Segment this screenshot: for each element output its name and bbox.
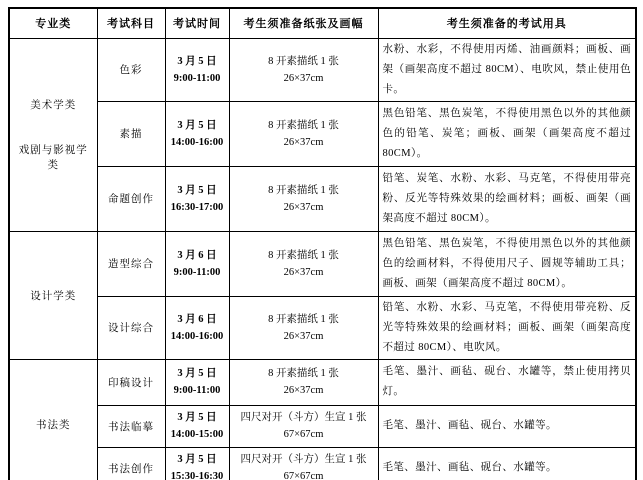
paper-size: 26×37cm	[283, 72, 324, 84]
paper-cell	[229, 166, 378, 231]
paper-size: 26×37cm	[283, 136, 324, 148]
paper-spec: 8 开素描纸 1 张	[268, 119, 339, 131]
time-cell	[165, 231, 229, 296]
subject-cell: 命题创作	[97, 166, 165, 231]
paper-size: 26×37cm	[283, 266, 324, 278]
header-paper: 考生须准备纸张及画幅	[229, 8, 378, 38]
paper-spec: 四尺对开（斗方）生宣 1 张	[240, 412, 367, 423]
tools-cell: 黑色铅笔、黑色炭笔，不得使用黑色以外的其他颜色的铅笔、炭笔；画板、画架（画架高度不超过 80CM）。	[378, 101, 636, 166]
subject-cell: 书法临摹	[97, 405, 165, 447]
subject-cell: 设计综合	[97, 296, 165, 359]
major-group-calligraphy	[9, 359, 97, 480]
major-group-design	[9, 231, 97, 359]
paper-size: 67×67cm	[283, 429, 324, 440]
paper-cell	[229, 38, 378, 101]
exam-schedule-table	[8, 7, 637, 480]
paper-size: 26×37cm	[283, 201, 324, 213]
subject-cell: 造型综合	[97, 231, 165, 296]
subject-cell: 印稿设计	[97, 359, 165, 405]
header-major: 专业类	[9, 8, 97, 38]
time-cell	[165, 296, 229, 359]
major-group-line1: 美术学类	[30, 100, 77, 111]
time-cell	[165, 405, 229, 447]
time-cell	[165, 101, 229, 166]
table-row	[9, 296, 636, 359]
paper-spec: 8 开素描纸 1 张	[268, 55, 339, 67]
exam-time: 14:00-15:00	[170, 429, 224, 440]
table-row	[9, 447, 636, 480]
table-row	[9, 101, 636, 166]
paper-spec: 四尺对开（斗方）生宣 1 张	[240, 454, 367, 466]
tools-cell: 黑色铅笔、黑色炭笔，不得使用黑色以外的其他颜色的绘画材料，不得使用尺子、圆规等辅助工具；画板、画架（画架高度不超过 80CM）。	[378, 231, 636, 296]
paper-size: 26×37cm	[283, 385, 324, 396]
exam-date: 3 月 5 日	[177, 368, 217, 379]
header-row	[9, 8, 636, 38]
paper-size: 26×37cm	[283, 330, 324, 342]
paper-spec: 8 开素描纸 1 张	[268, 184, 339, 196]
tools-cell: 毛笔、墨汁、画毡、砚台、水罐等，禁止使用拷贝灯。	[378, 359, 636, 405]
header-subject: 考试科目	[97, 8, 165, 38]
exam-time: 9:00-11:00	[173, 385, 221, 396]
paper-cell	[229, 231, 378, 296]
time-cell	[165, 38, 229, 101]
table-row	[9, 38, 636, 101]
paper-cell	[229, 296, 378, 359]
paper-cell	[229, 359, 378, 405]
exam-date: 3 月 5 日	[177, 184, 217, 196]
exam-time: 9:00-11:00	[173, 72, 221, 84]
tools-cell: 毛笔、墨汁、画毡、砚台、水罐等。	[378, 447, 636, 480]
major-group-line2: 戏剧与影视学类	[18, 145, 88, 171]
table-row	[9, 405, 636, 447]
exam-time: 9:00-11:00	[173, 266, 221, 278]
paper-size: 67×67cm	[283, 471, 324, 480]
time-cell	[165, 447, 229, 480]
exam-date: 3 月 6 日	[177, 249, 217, 261]
exam-time: 14:00-16:00	[170, 136, 224, 148]
exam-date: 3 月 5 日	[177, 412, 217, 423]
exam-date: 3 月 5 日	[177, 55, 217, 67]
table-row	[9, 359, 636, 405]
major-group-line1: 设计学类	[30, 290, 77, 302]
exam-date: 3 月 5 日	[177, 454, 217, 466]
paper-cell	[229, 101, 378, 166]
table-row	[9, 166, 636, 231]
header-tools: 考生须准备的考试用具	[378, 8, 636, 38]
tools-cell: 铅笔、炭笔、水粉、水彩、马克笔，不得使用带亮粉、反光等特殊效果的绘画材料；画板、画架（画架高度不超过 80CM）。	[378, 166, 636, 231]
exam-time: 14:00-16:00	[170, 330, 224, 342]
time-cell	[165, 359, 229, 405]
tools-cell: 毛笔、墨汁、画毡、砚台、水罐等。	[378, 405, 636, 447]
paper-cell	[229, 405, 378, 447]
tools-cell: 铅笔、水粉、水彩、马克笔，不得使用带亮粉、反光等特殊效果的绘画材料；画板、画架（画架高度不超过 80CM）、电吹风。	[378, 296, 636, 359]
exam-date: 3 月 5 日	[177, 119, 217, 131]
paper-spec: 8 开素描纸 1 张	[268, 313, 339, 325]
subject-cell: 素描	[97, 101, 165, 166]
subject-cell: 书法创作	[97, 447, 165, 480]
header-time: 考试时间	[165, 8, 229, 38]
paper-spec: 8 开素描纸 1 张	[268, 249, 339, 261]
paper-spec: 8 开素描纸 1 张	[268, 368, 339, 379]
exam-date: 3 月 6 日	[177, 313, 217, 325]
tools-cell: 水粉、水彩，不得使用丙烯、油画颜料；画板、画架（画架高度不超过 80CM）、电吹风，禁止使用色卡。	[378, 38, 636, 101]
paper-cell	[229, 447, 378, 480]
major-group-art	[9, 38, 97, 231]
major-group-line1: 书法类	[36, 419, 71, 431]
time-cell	[165, 166, 229, 231]
table-row	[9, 231, 636, 296]
subject-cell: 色彩	[97, 38, 165, 101]
exam-time: 16:30-17:00	[170, 201, 224, 213]
exam-time: 15:30-16:30	[170, 471, 224, 480]
